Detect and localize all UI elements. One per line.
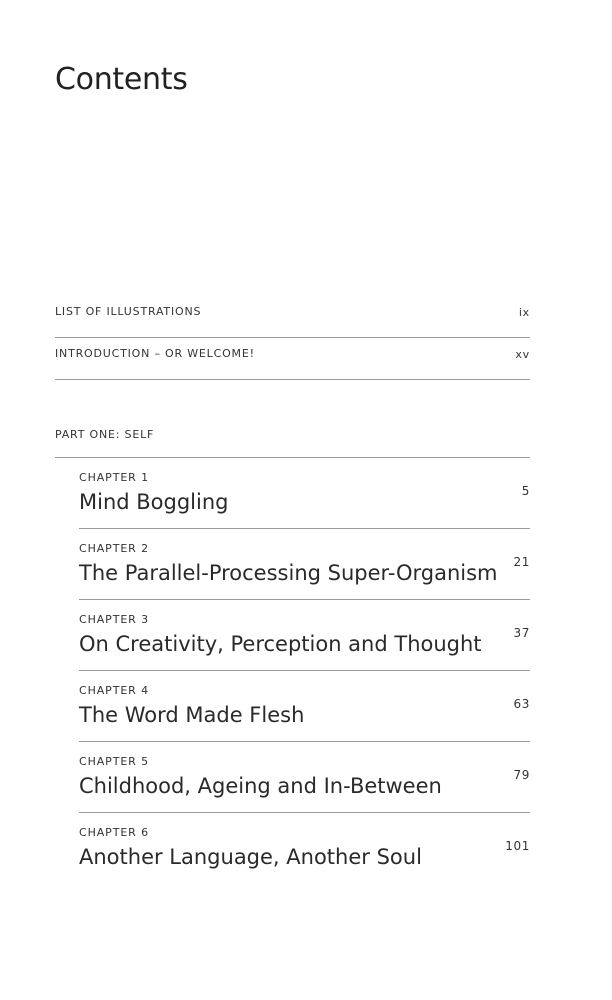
part-heading <box>55 418 530 458</box>
chapter-entry-5[interactable] <box>79 742 530 813</box>
part-label: PART ONE: SELF <box>55 428 155 441</box>
chapter-page-number: 79 <box>513 768 530 782</box>
chapter-title: Childhood, Ageing and In-Between <box>79 774 442 798</box>
chapter-entry-3[interactable] <box>79 600 530 671</box>
chapter-title: Mind Boggling <box>79 490 229 514</box>
chapter-entry-4[interactable] <box>79 671 530 742</box>
chapter-number: CHAPTER 6 <box>79 826 150 839</box>
toc-entry-page-number: xv <box>515 348 530 361</box>
toc-entry-introduction[interactable] <box>55 338 530 380</box>
chapter-title: Another Language, Another Soul <box>79 845 422 869</box>
chapter-entry-2[interactable] <box>79 529 530 600</box>
chapter-page-number: 37 <box>513 626 530 640</box>
chapter-number: CHAPTER 2 <box>79 542 150 555</box>
chapter-entry-6[interactable] <box>79 813 530 884</box>
chapter-page-number: 5 <box>521 484 530 498</box>
toc-entry-page-number: ix <box>518 306 530 319</box>
chapter-entry-1[interactable] <box>79 458 530 529</box>
chapter-title: The Word Made Flesh <box>79 703 305 727</box>
page-title: Contents <box>55 62 188 97</box>
toc-entry-list-of-illustrations[interactable] <box>55 296 530 338</box>
chapter-number: CHAPTER 5 <box>79 755 150 768</box>
toc-entry-label: INTRODUCTION – OR WELCOME! <box>55 347 255 360</box>
chapter-title: On Creativity, Perception and Thought <box>79 632 482 656</box>
chapter-number: CHAPTER 4 <box>79 684 150 697</box>
chapter-list <box>79 458 530 884</box>
chapter-page-number: 21 <box>513 555 530 569</box>
chapter-page-number: 63 <box>513 697 530 711</box>
chapter-number: CHAPTER 3 <box>79 613 150 626</box>
chapter-number: CHAPTER 1 <box>79 471 150 484</box>
chapter-page-number: 101 <box>505 839 530 853</box>
toc-entry-label: LIST OF ILLUSTRATIONS <box>55 305 202 318</box>
chapter-title: The Parallel-Processing Super-Organism <box>79 561 498 585</box>
